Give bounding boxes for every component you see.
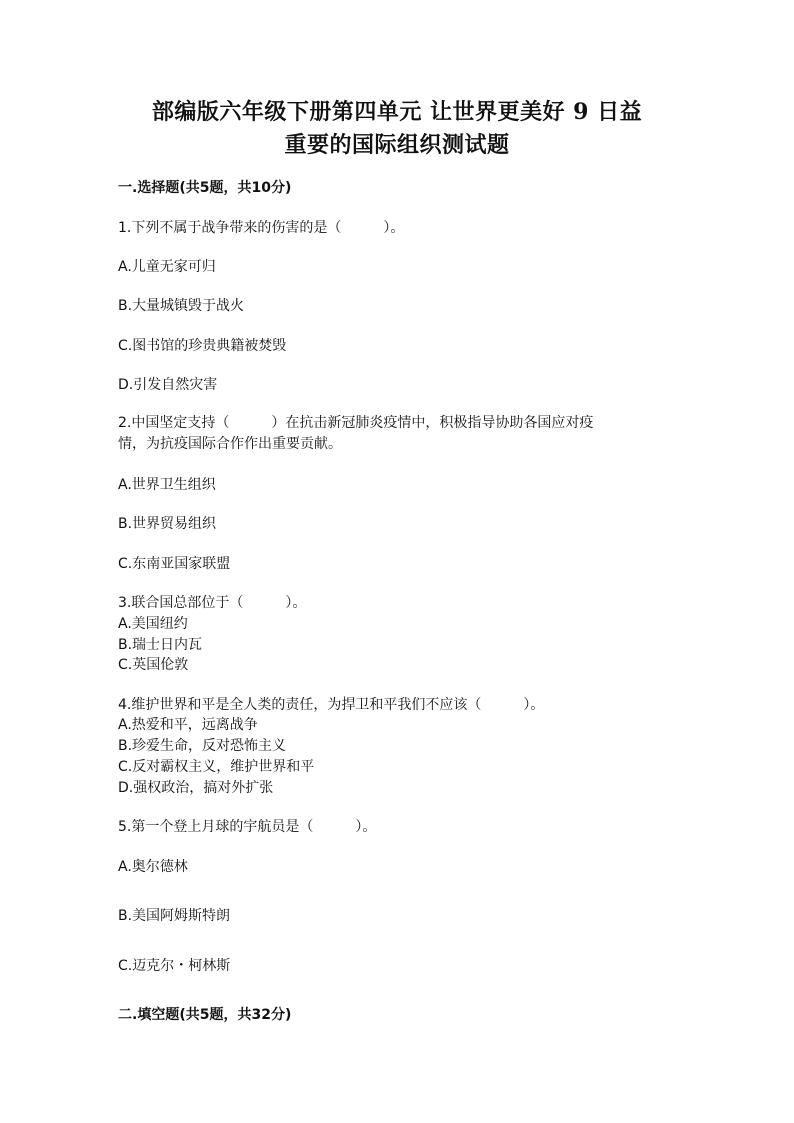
section-heading-choice: 一.选择题(共5题，共10分) (118, 180, 292, 196)
section-heading-fill-blank: 二.填空题(共5题，共32分) (118, 1007, 292, 1023)
question-4-option-c: C.反对霸权主义，维护世界和平 (118, 759, 315, 775)
question-3-option-a: A.美国纽约 (118, 616, 188, 632)
question-1-stem: 1.下列不属于战争带来的伤害的是（ ）。 (118, 220, 405, 236)
question-5-option-c: C.迈克尔・柯林斯 (118, 958, 231, 974)
question-2-stem-line-2: 情，为抗疫国际合作作出重要贡献。 (118, 436, 342, 452)
question-5-stem: 5.第一个登上月球的宇航员是（ ）。 (118, 819, 377, 835)
question-3-option-c: C.英国伦敦 (118, 657, 189, 673)
question-1-option-a: A.儿童无家可归 (118, 259, 216, 275)
question-4-option-d: D.强权政治，搞对外扩张 (118, 780, 274, 796)
question-1-option-d: D.引发自然灾害 (118, 377, 218, 393)
question-1-option-c: C.图书馆的珍贵典籍被焚毁 (118, 338, 287, 354)
question-5-option-a: A.奥尔德林 (118, 859, 188, 875)
question-3-stem: 3.联合国总部位于（ ）。 (118, 595, 307, 611)
question-3-option-b: B.瑞士日内瓦 (118, 637, 203, 653)
question-5-option-b: B.美国阿姆斯特朗 (118, 908, 231, 924)
question-1-option-b: B.大量城镇毁于战火 (118, 298, 245, 314)
question-2-stem-line-1: 2.中国坚定支持（ ）在抗击新冠肺炎疫情中，积极指导协助各国应对疫 (118, 415, 594, 431)
question-2-option-c: C.东南亚国家联盟 (118, 556, 231, 572)
page-title-line-2: 重要的国际组织测试题 (284, 132, 510, 158)
question-4-option-a: A.热爱和平，远离战争 (118, 717, 258, 733)
question-2-stem (118, 413, 678, 455)
question-4-option-b: B.珍爱生命，反对恐怖主义 (118, 738, 287, 754)
question-2-option-b: B.世界贸易组织 (118, 516, 217, 532)
page-title-line-1: 部编版六年级下册第四单元 让世界更美好 9 日益 (151, 99, 643, 125)
question-2-option-a: A.世界卫生组织 (118, 477, 216, 493)
question-4-stem: 4.维护世界和平是全人类的责任，为捍卫和平我们不应该（ ）。 (118, 697, 545, 713)
